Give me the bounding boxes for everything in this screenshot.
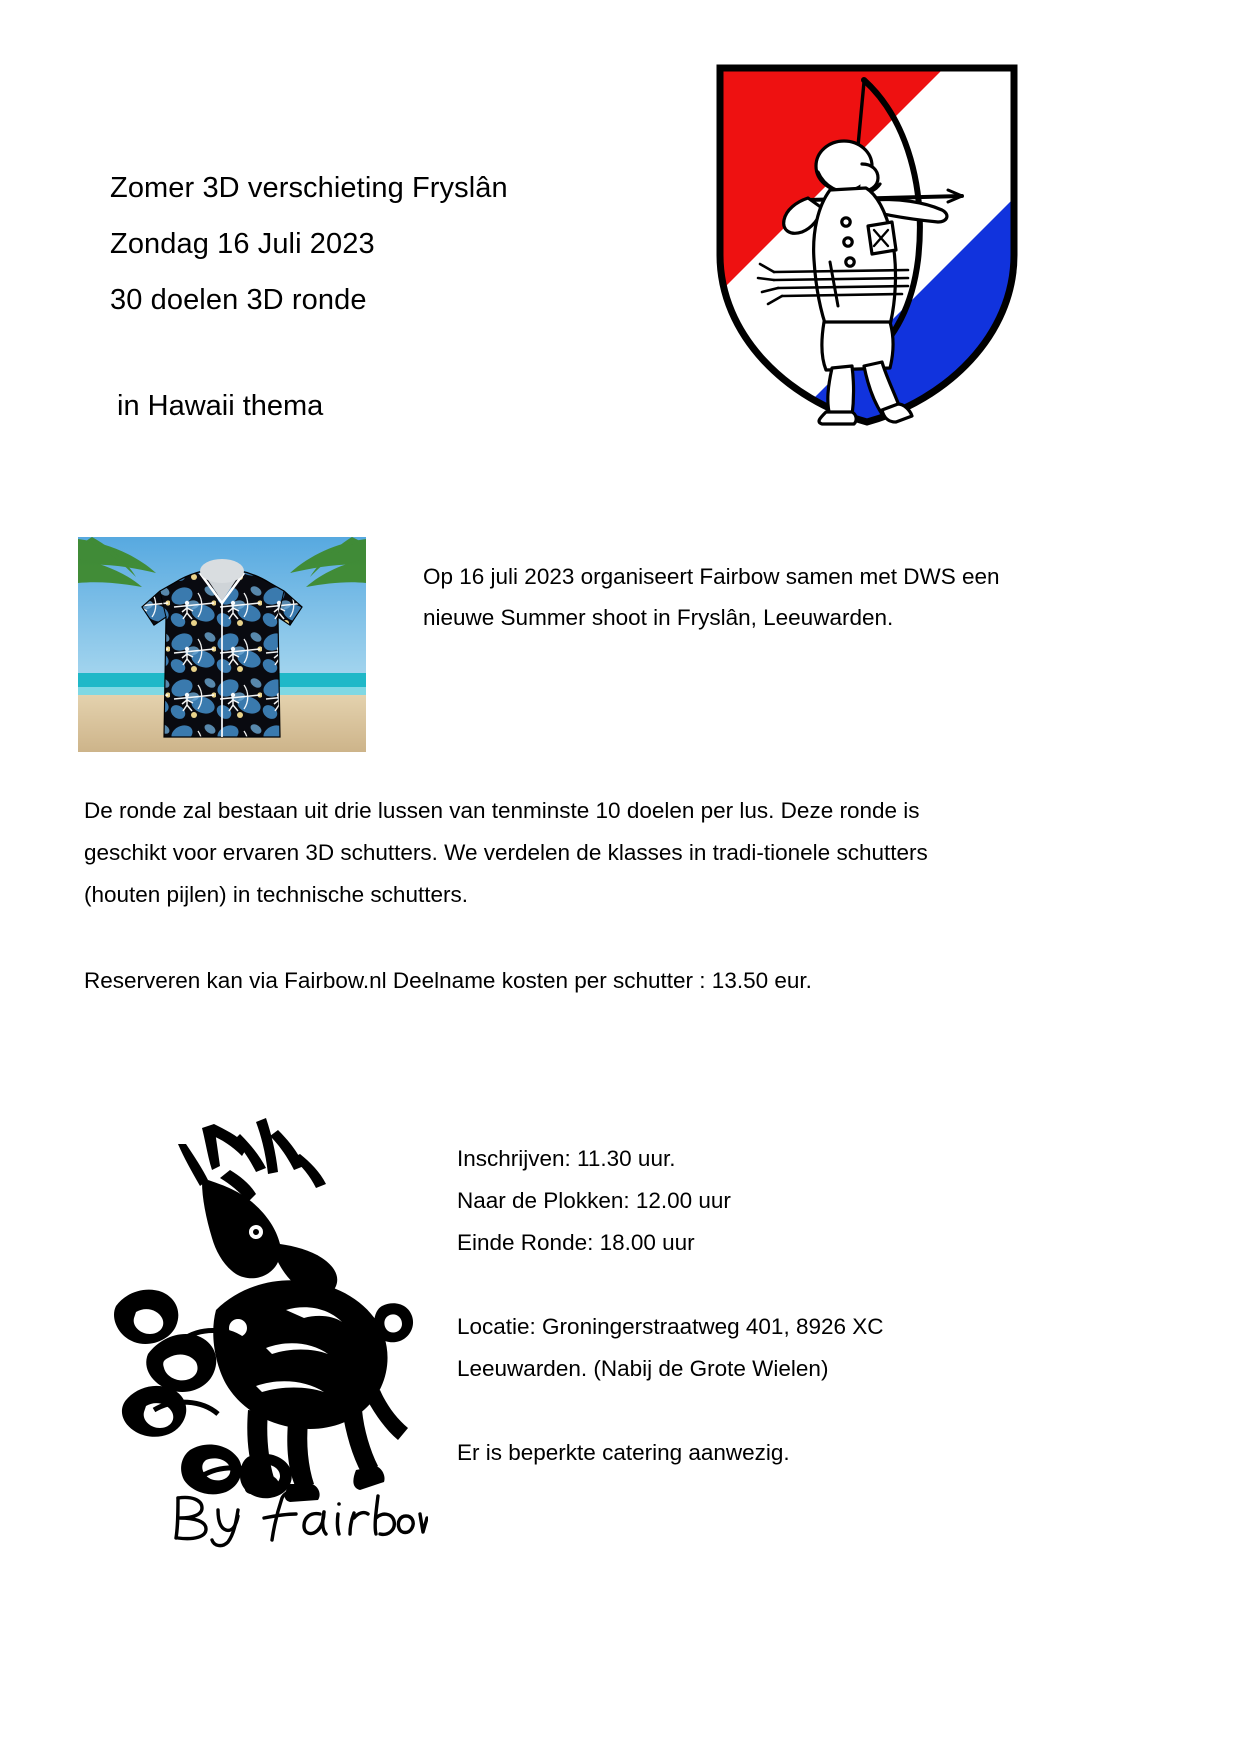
fairbow-signature bbox=[168, 1488, 428, 1550]
title-line-3: 30 doelen 3D ronde bbox=[110, 284, 367, 316]
title-line-1: Zomer 3D verschieting Fryslân bbox=[110, 172, 508, 204]
body-paragraph-1: De ronde zal bestaan uit drie lussen van tenminste 10 doelen per lus. Deze ronde is geschikt voor ervaren 3D schutters. We verdelen de klasses in tradi-tionele schutters (houten pijlen) in technische schutters. bbox=[84, 798, 928, 907]
page-title bbox=[110, 160, 730, 328]
title-line-2: Zondag 16 Juli 2023 bbox=[110, 228, 375, 260]
hawaiian-shirt-photo bbox=[78, 537, 366, 752]
theme-subtitle: in Hawaii thema bbox=[117, 390, 324, 422]
catering-note: Er is beperkte catering aanwezig. bbox=[457, 1440, 790, 1465]
location-line-2: Leeuwarden. (Nabij de Grote Wielen) bbox=[457, 1356, 829, 1381]
body-paragraph-2: Reserveren kan via Fairbow.nl Deelname kosten per schutter : 13.50 eur. bbox=[84, 968, 812, 993]
archery-club-coat-of-arms-icon bbox=[712, 60, 1022, 430]
location-group bbox=[457, 1306, 997, 1390]
fairbow-celtic-stag-logo-icon bbox=[90, 1110, 420, 1510]
schedule-line-end: Einde Ronde: 18.00 uur bbox=[457, 1230, 695, 1255]
schedule-line-start: Naar de Plokken: 12.00 uur bbox=[457, 1188, 731, 1213]
catering-group bbox=[457, 1432, 997, 1474]
location-line-1: Locatie: Groningerstraatweg 401, 8926 XC bbox=[457, 1314, 884, 1339]
schedule-line-registration: Inschrijven: 11.30 uur. bbox=[457, 1146, 676, 1171]
intro-paragraph: Op 16 juli 2023 organiseert Fairbow samen met DWS een nieuwe Summer shoot in Fryslân, Leeuwarden. bbox=[423, 564, 1000, 630]
schedule-group bbox=[457, 1138, 997, 1264]
event-details bbox=[457, 1138, 997, 1516]
